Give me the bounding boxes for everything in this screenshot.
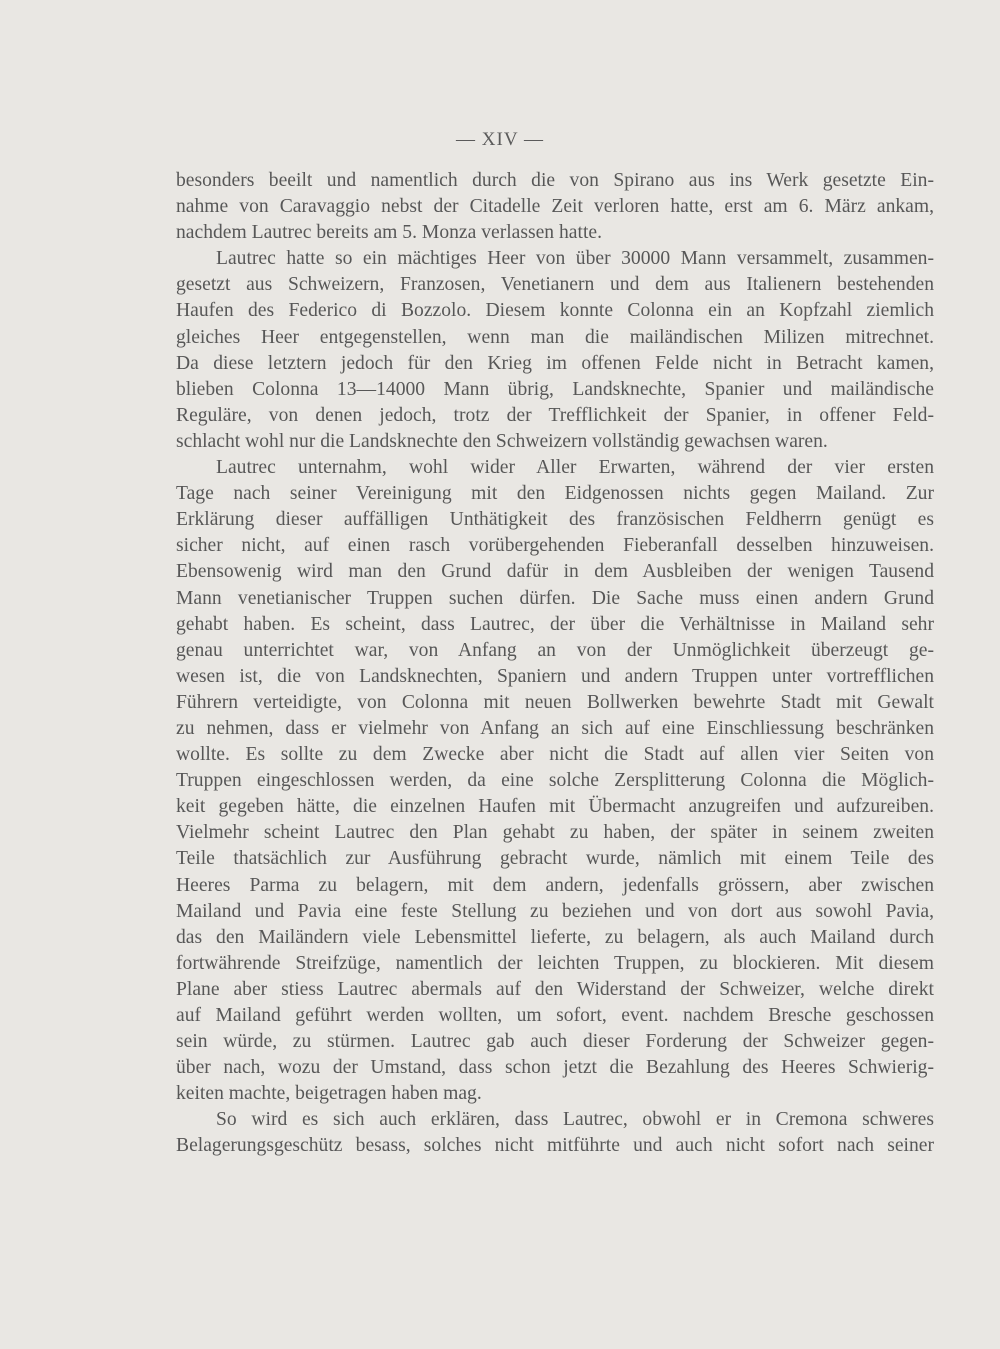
text-line: So wird es sich auch erklären, dass Lautrec, obwohl er in Cremona schweres xyxy=(216,1109,934,1131)
text-line: Führern verteidigte, von Colonna mit neuen Bollwerken bewehrte Stadt mit Gewalt xyxy=(176,691,934,713)
text-line: Da diese letztern jedoch für den Krieg im offenen Felde nicht in Betracht kamen, xyxy=(176,352,934,374)
page-number: — XIV — xyxy=(456,129,544,150)
text-line: keit gegeben hätte, die einzelnen Haufen mit Übermacht anzugreifen und aufzureiben. xyxy=(176,796,934,818)
text-line: das den Mailändern viele Lebensmittel lieferte, zu belagern, als auch Mailand durch xyxy=(176,926,934,948)
text-line: Plane aber stiess Lautrec abermals auf den Widerstand der Schweizer, welche direkt xyxy=(176,978,934,1000)
text-line: Heeres Parma zu belagern, mit dem andern, jedenfalls grössern, aber zwischen xyxy=(176,874,934,896)
text-line: besonders beeilt und namentlich durch die von Spirano aus ins Werk gesetzte Ein- xyxy=(176,170,934,191)
text-line: über nach, wozu der Umstand, dass schon jetzt die Bezahlung des Heeres Schwierig- xyxy=(176,1057,934,1079)
text-line: keiten machte, beigetragen haben mag. xyxy=(176,1083,482,1105)
text-line: schlacht wohl nur die Landsknechte den Schweizern vollständig gewachsen waren. xyxy=(176,430,828,452)
text-line: blieben Colonna 13—14000 Mann übrig, Landsknechte, Spanier und mailändische xyxy=(176,378,934,400)
text-line: nahme von Caravaggio nebst der Citadelle Zeit verloren hatte, erst am 6. März ankam, xyxy=(176,196,934,218)
text-line: Mailand und Pavia eine feste Stellung zu beziehen und von dort aus sowohl Pavia, xyxy=(176,900,934,922)
text-line: nachdem Lautrec bereits am 5. Monza verlassen hatte. xyxy=(176,222,602,244)
text-line: wollte. Es sollte zu dem Zwecke aber nicht die Stadt auf allen vier Seiten von xyxy=(176,744,934,766)
text-line: auf Mailand geführt werden wollten, um sofort, event. nachdem Bresche geschossen xyxy=(176,1005,934,1026)
text-line: gesetzt aus Schweizern, Franzosen, Venetianern und dem aus Italienern bestehenden xyxy=(176,274,934,296)
text-line: zu nehmen, dass er vielmehr von Anfang an sich auf eine Einschliessung beschränken xyxy=(176,717,934,739)
text-line: Erklärung dieser auffälligen Unthätigkeit des französischen Feldherrn genügt es xyxy=(176,509,934,531)
text-line: Belagerungsgeschütz besass, solches nicht mitführte und auch nicht sofort nach seiner xyxy=(176,1135,934,1157)
text-line: Haufen des Federico di Bozzolo. Diesem konnte Colonna ein an Kopfzahl ziemlich xyxy=(176,300,934,322)
text-line: Teile thatsächlich zur Ausführung gebracht wurde, nämlich mit einem Teile des xyxy=(176,848,934,870)
text-line: gleiches Heer entgegenstellen, wenn man die mailändischen Milizen mitrechnet. xyxy=(176,326,934,348)
text-line: Ebensowenig wird man den Grund dafür in dem Ausbleiben der wenigen Tausend xyxy=(176,561,934,583)
text-line: gehabt haben. Es scheint, dass Lautrec, der über die Verhältnisse in Mailand sehr xyxy=(176,613,934,635)
text-line: Reguläre, von denen jedoch, trotz der Trefflichkeit der Spanier, in offener Feld- xyxy=(176,404,934,426)
text-line: Vielmehr scheint Lautrec den Plan gehabt zu haben, der später in seinem zweiten xyxy=(176,822,934,844)
text-line: Tage nach seiner Vereinigung mit den Eidgenossen nichts gegen Mailand. Zur xyxy=(176,483,934,505)
text-line: Lautrec unternahm, wohl wider Aller Erwarten, während der vier ersten xyxy=(216,457,934,479)
page-body xyxy=(176,168,934,1160)
paragraph xyxy=(176,246,934,455)
text-line: wesen ist, die von Landsknechten, Spaniern und andern Truppen unter vortrefflichen xyxy=(176,665,934,687)
paragraph xyxy=(176,168,934,246)
text-line: sein würde, zu stürmen. Lautrec gab auch dieser Forderung der Schweizer gegen- xyxy=(176,1031,934,1053)
paragraph xyxy=(176,1107,934,1159)
text-line: Mann venetianischer Truppen suchen dürfen. Die Sache muss einen andern Grund xyxy=(176,587,934,609)
text-line: sicher nicht, auf einen rasch vorübergehenden Fieberanfall desselben hinzuweisen. xyxy=(176,535,934,557)
text-line: genau unterrichtet war, von Anfang an von der Unmöglichkeit überzeugt ge- xyxy=(176,639,934,661)
paragraph xyxy=(176,455,934,1107)
text-line: Lautrec hatte so ein mächtiges Heer von über 30000 Mann versammelt, zusammen- xyxy=(216,248,934,270)
text-line: Truppen eingeschlossen werden, da eine solche Zersplitterung Colonna die Möglich- xyxy=(176,770,934,792)
text-line: fortwährende Streifzüge, namentlich der leichten Truppen, zu blockieren. Mit diesem xyxy=(176,952,934,974)
